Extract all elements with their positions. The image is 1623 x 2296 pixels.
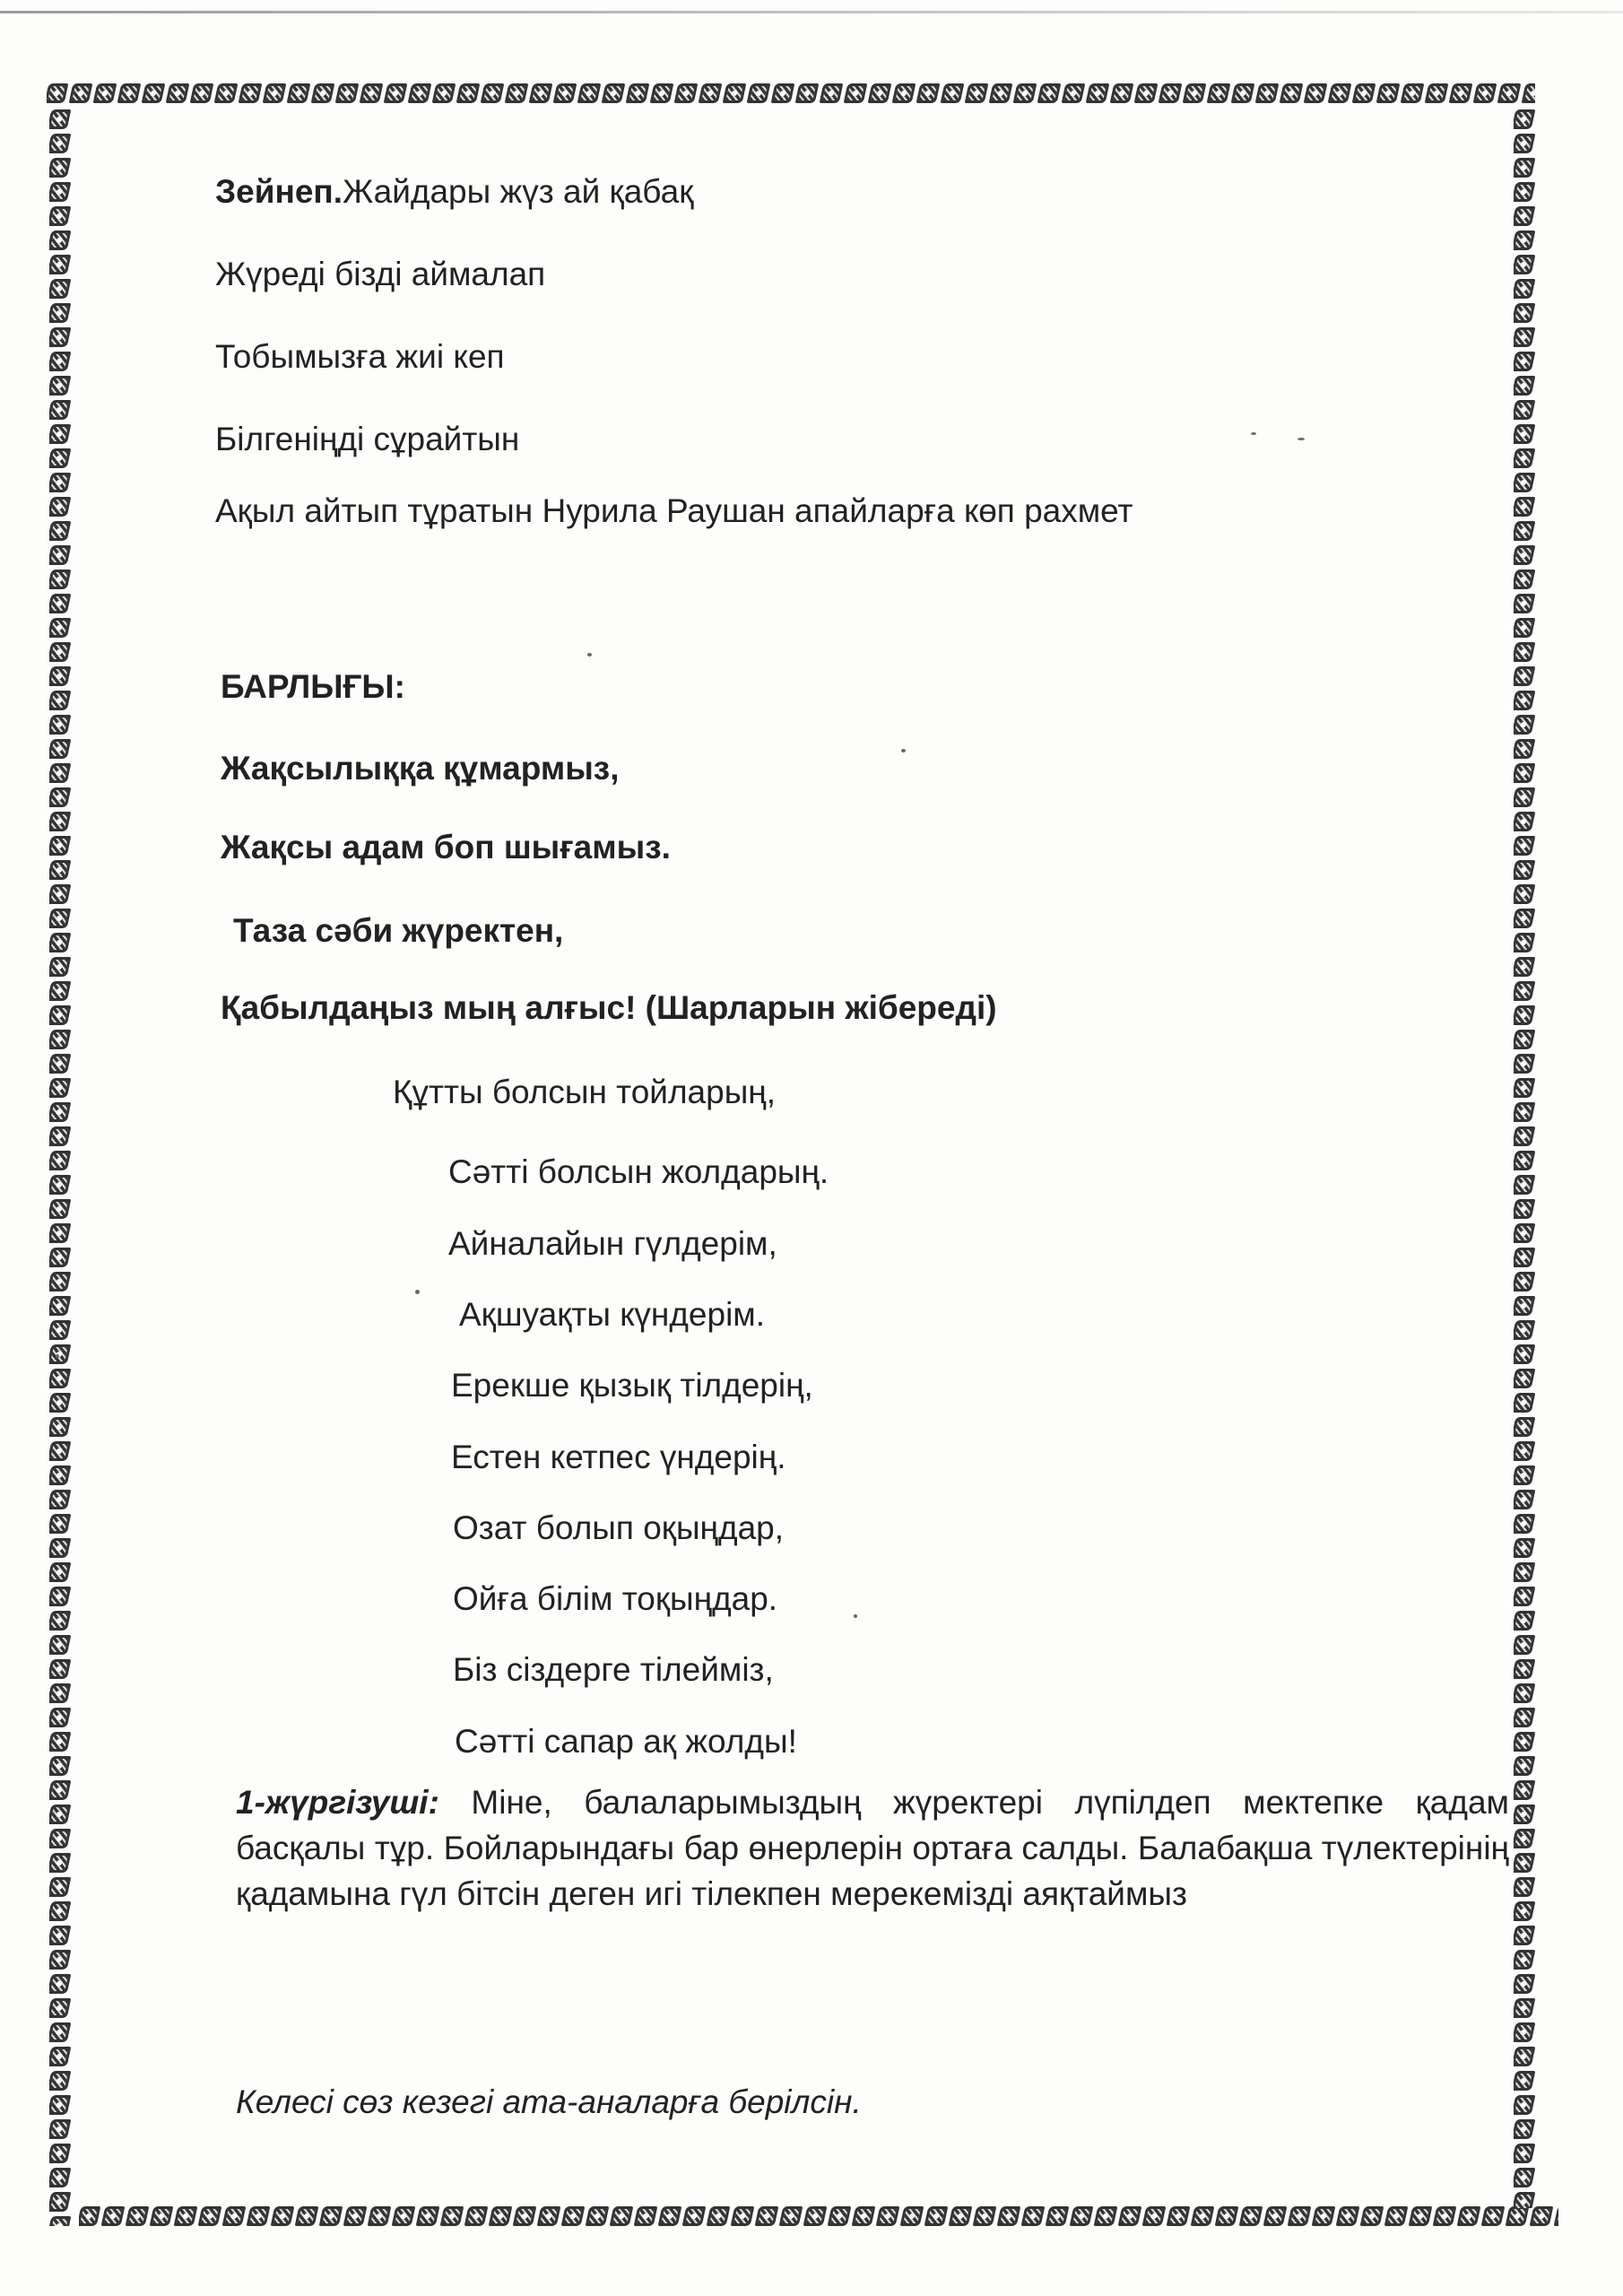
song-line-6: Естен кетпес үндерің. [451,1439,786,1475]
chorus-line-2: Жақсы адам боп шығамыз. [221,829,671,865]
chorus-line-4: Қабылдаңыз мың алғыс! (Шарларын жібереді) [221,989,997,1026]
scan-speck [1251,432,1256,435]
scan-speck [587,653,592,657]
scan-speck [854,1614,857,1618]
intro-line-1-text: Жайдары жүз ай қабақ [343,173,694,210]
scan-speck [1298,438,1305,440]
speaker-name: Зейнеп. [215,173,343,210]
host-label: 1-жүргізуші: [236,1784,439,1821]
chorus-line-1: Жақсылыққа құмармыз, [221,750,620,787]
song-line-8: Ойға білім тоқыңдар. [453,1580,778,1617]
song-line-1: Құтты болсын тойларың, [393,1074,776,1110]
scan-speck [56,1354,59,1358]
intro-line-5: Ақыл айтып тұратын Нурила Раушан апайларға көп рахмет [215,492,1133,529]
song-line-9: Біз сіздерге тілейміз, [453,1651,774,1688]
song-line-10: Сәтті сапар ақ жолды! [455,1723,797,1760]
host-paragraph [236,1779,1509,1917]
intro-line-3: Тобымызға жиі кеп [215,338,505,375]
song-line-4: Ақшуақты күндерім. [459,1296,766,1333]
song-line-2: Сәтті болсын жолдарың. [448,1153,829,1190]
chorus-heading: БАРЛЫҒЫ: [221,668,405,705]
song-line-3: Айналайын гүлдерім, [448,1225,777,1262]
intro-line-1 [215,172,693,212]
scan-speck [901,749,906,752]
closing-line: Келесі сөз кезегі ата-аналарға берілсін. [236,2083,862,2120]
chorus-line-3: Таза сәби жүректен, [233,912,564,949]
intro-line-2: Жүреді бізді аймалап [215,256,546,292]
scan-speck [415,1290,420,1294]
song-line-5: Ерекше қызық тілдерің, [451,1367,813,1404]
song-line-7: Озат болып оқыңдар, [453,1509,785,1546]
intro-line-4: Білгеніңді сұрайтын [215,421,520,457]
host-text: Міне, балаларымыздың жүректері лүпілдеп мектепке қадам басқалы тұр. Бойларындағы бар өнерлерін ортаға салды. Балабақша түлектерінің қадамына гүл бітсін деген игі тілекпен мерекемізді аяқтаймыз [236,1784,1509,1912]
